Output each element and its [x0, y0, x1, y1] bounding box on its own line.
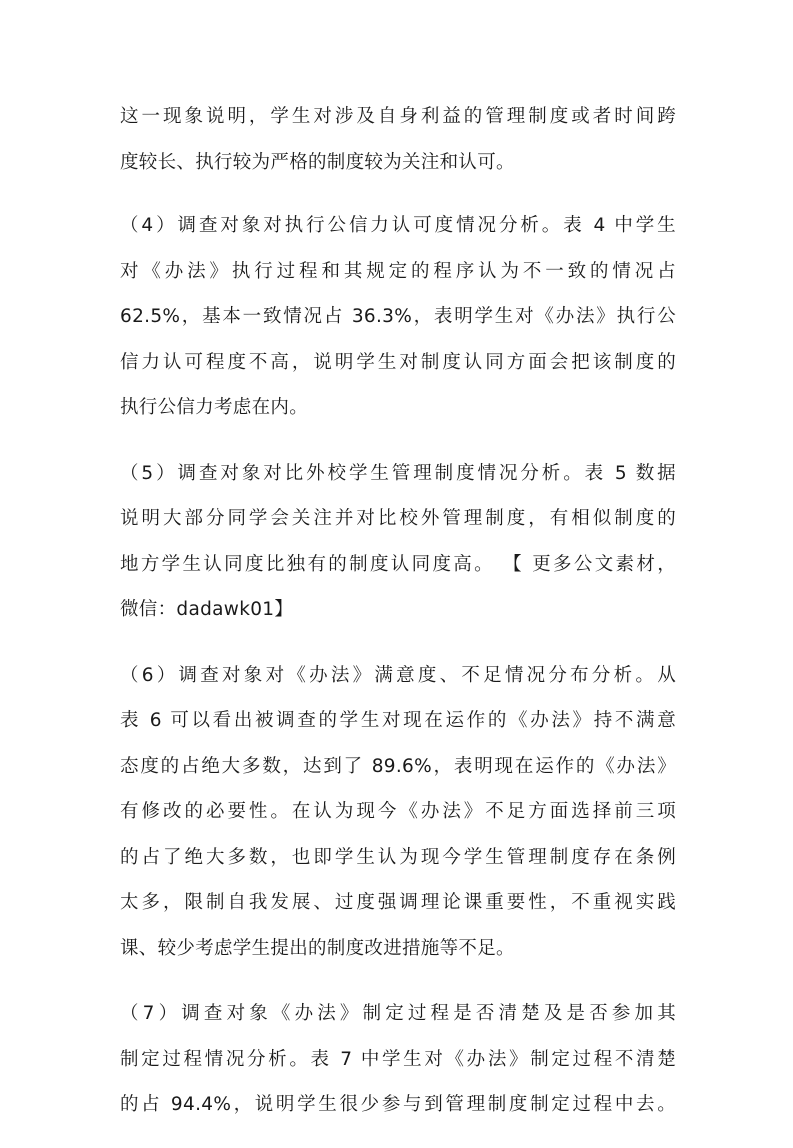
paragraph-1	[120, 94, 676, 185]
text-line: 这一现象说明，学生对涉及自身利益的管理制度或者时间跨	[120, 106, 676, 127]
text-line: 的占了绝大多数，也即学生认为现今学生管理制度存在条例	[120, 846, 676, 868]
paragraph-3	[120, 451, 676, 633]
paragraph-4	[120, 653, 676, 972]
text-line: （5）调查对象对比外校学生管理制度情况分析。表 5 数据	[120, 462, 676, 484]
text-line: 对《办法》执行过程和其规定的程序认为不一致的情况占	[120, 260, 676, 282]
text-line: （6）调查对象对《办法》满意度、不足情况分布分析。从	[120, 664, 676, 686]
text-line: （4）调查对象对执行公信力认可度情况分析。表 4 中学生	[120, 215, 676, 236]
text-line: 的占 94.4%，说明学生很少参与到管理制度制定过程中去。	[120, 1094, 676, 1115]
text-line: 有修改的必要性。在认为现今《办法》不足方面选择前三项	[120, 801, 676, 822]
text-line: 微信：dadawk01】	[120, 599, 294, 620]
text-line: 62.5%，基本一致情况占 36.3%，表明学生对《办法》执行公	[120, 306, 676, 327]
text-line: （7）调查对象《办法》制定过程是否清楚及是否参加其	[120, 1003, 676, 1024]
text-line: 课、较少考虑学生提出的制度改进措施等不足。	[120, 937, 515, 959]
paragraph-2	[120, 203, 676, 431]
text-line: 地方学生认同度比独有的制度认同度高。 【 更多公文素材，	[120, 553, 676, 575]
text-line: 制定过程情况分析。表 7 中学生对《办法》制定过程不清楚	[120, 1048, 676, 1070]
text-line: 态度的占绝大多数，达到了 89.6%，表明现在运作的《办法》	[120, 755, 676, 777]
document-page	[120, 94, 676, 1148]
text-line: 执行公信力考虑在内。	[120, 397, 309, 418]
paragraph-5	[120, 991, 676, 1128]
text-line: 信力认可程度不高，说明学生对制度认同方面会把该制度的	[120, 351, 676, 373]
text-line: 度较长、执行较为严格的制度较为关注和认可。	[120, 151, 515, 173]
text-line: 说明大部分同学会关注并对比校外管理制度，有相似制度的	[120, 508, 676, 529]
text-line: 太多，限制自我发展、过度强调理论课重要性，不重视实践	[120, 892, 676, 913]
text-line: 表 6 可以看出被调查的学生对现在运作的《办法》持不满意	[120, 710, 676, 731]
